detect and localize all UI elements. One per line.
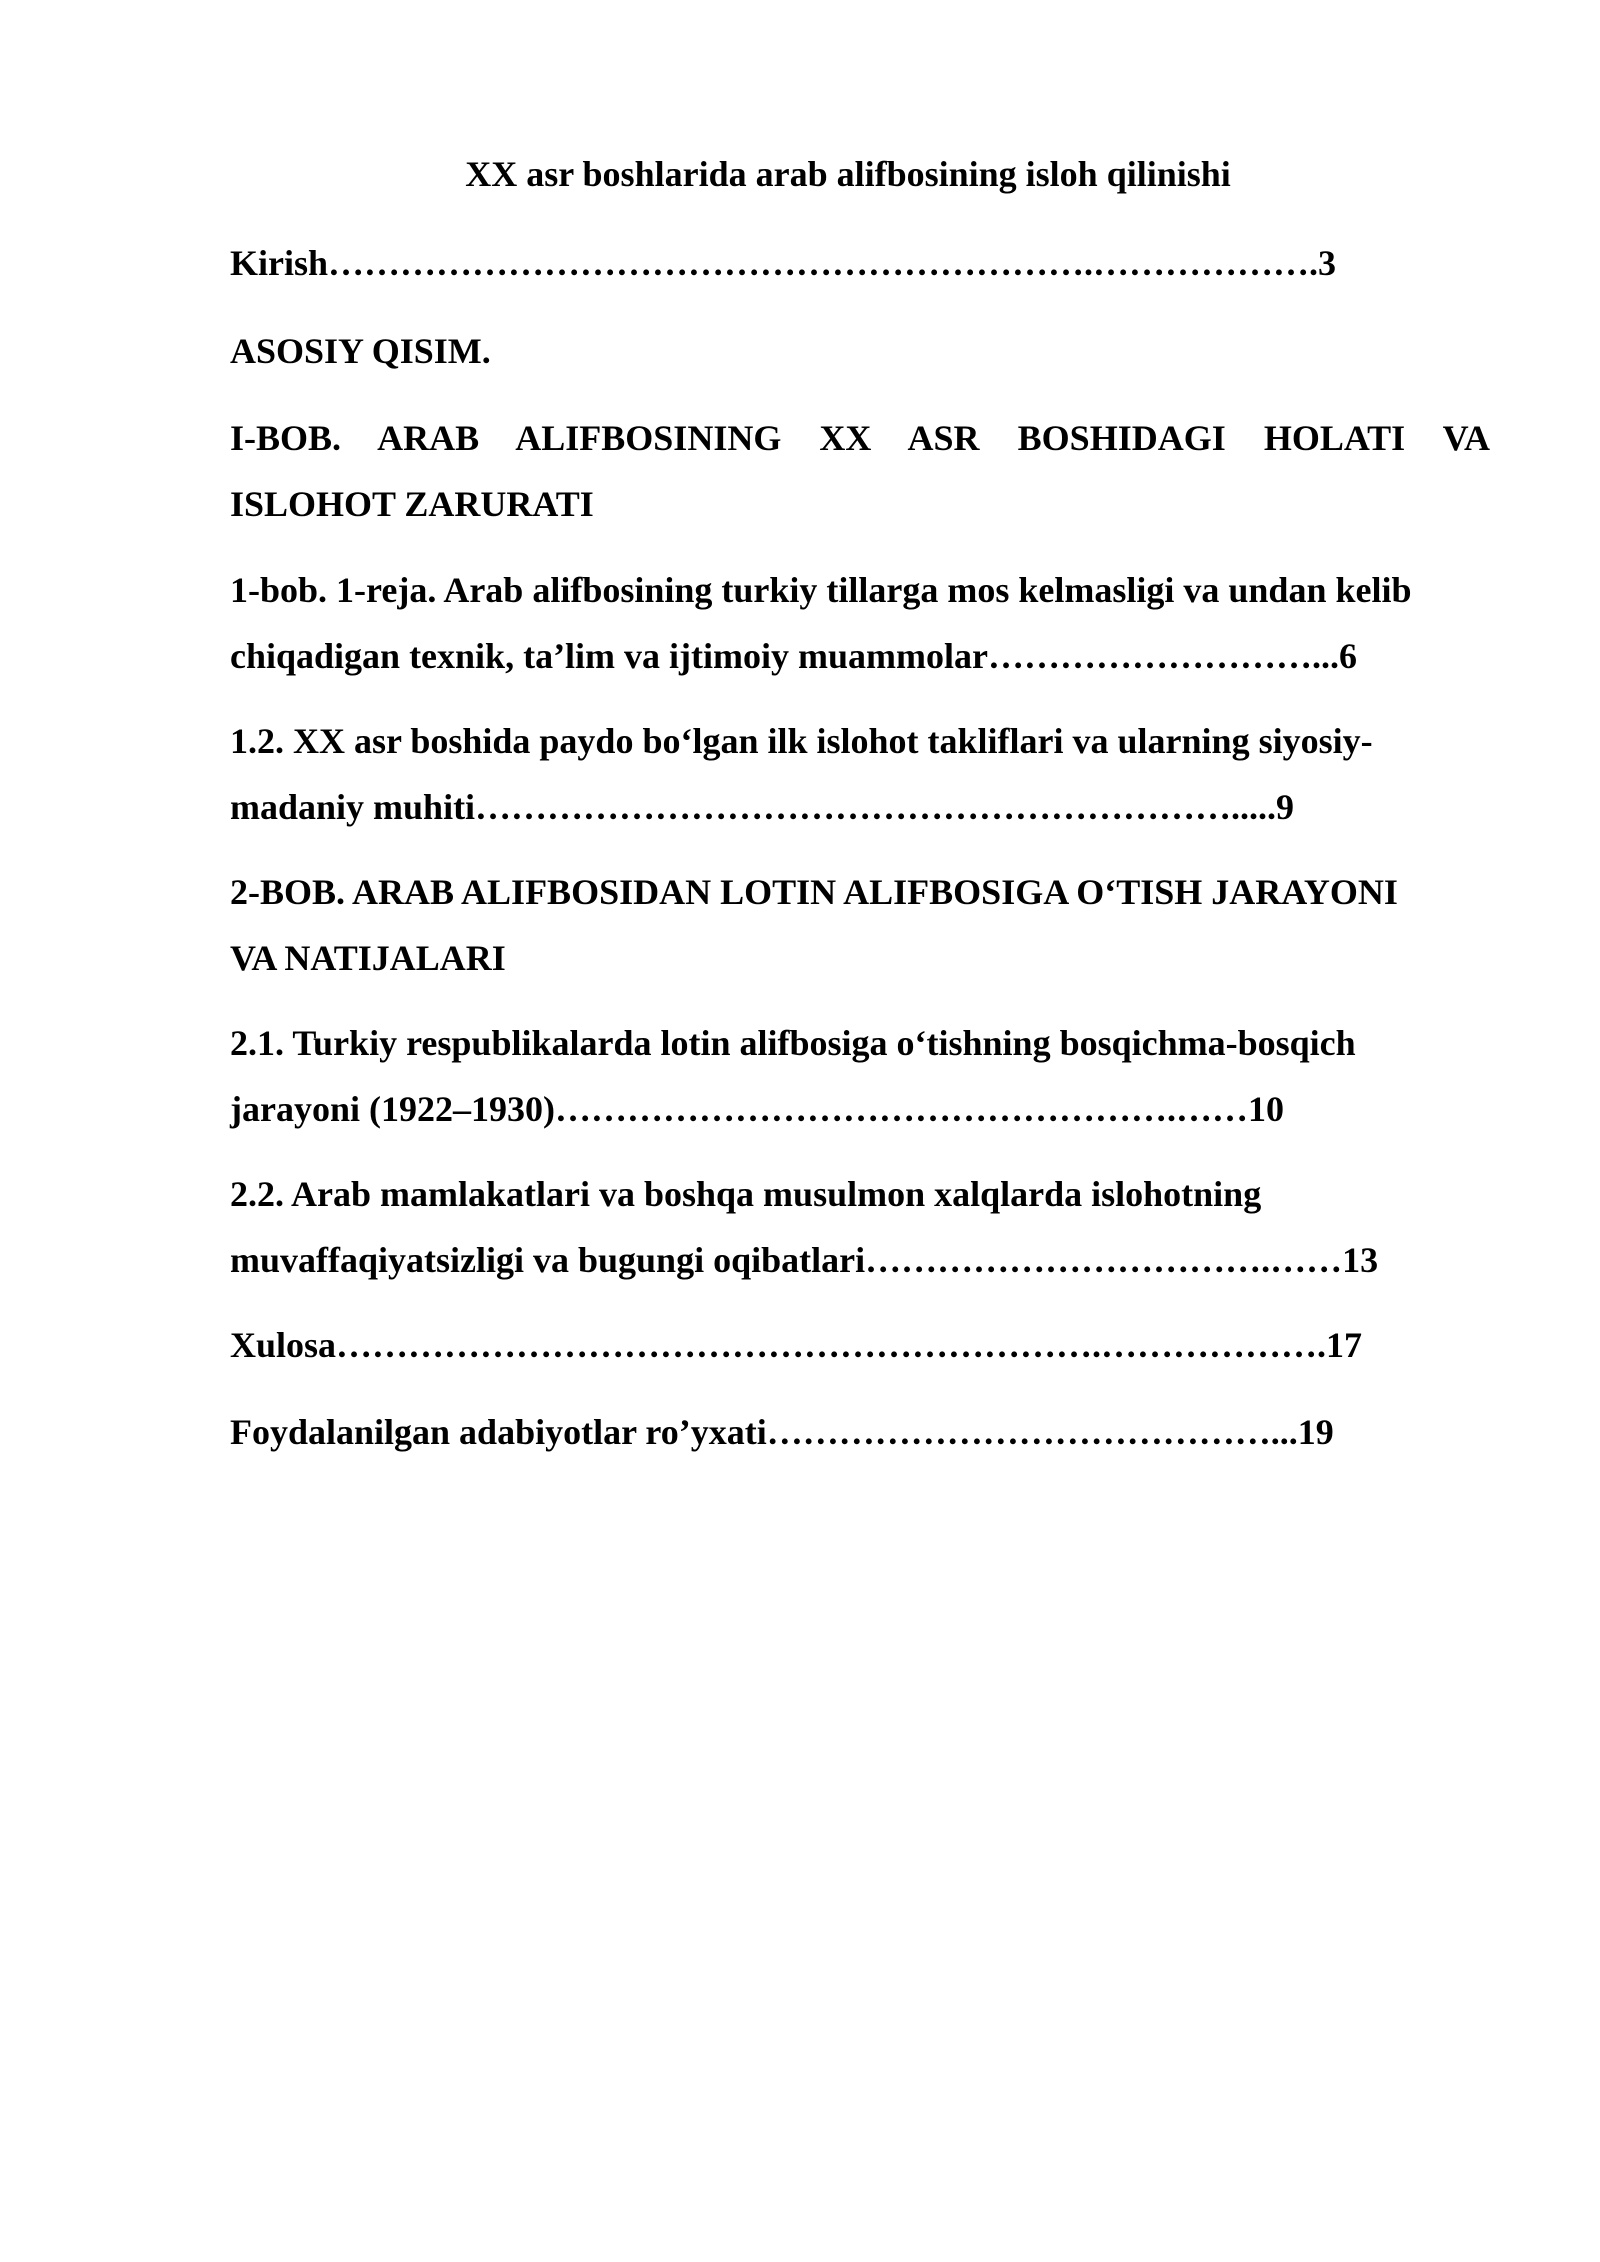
toc-entry-1-1 xyxy=(230,557,1490,689)
toc-entry-text: VA NATIJALARI xyxy=(230,938,506,978)
toc-entry-text: Xulosa……………………………………………………….……………….17 xyxy=(230,1325,1363,1365)
toc-entry-text: 2-BOB. ARAB ALIFBOSIDAN LOTIN ALIFBOSIGA O‘TISH JARAYONI xyxy=(230,872,1398,912)
toc-entry-xulosa xyxy=(230,1312,1490,1378)
toc-entry-text: chiqadigan texnik, ta’lim va ijtimoiy muammolar………………………...6 xyxy=(230,636,1357,676)
toc-entry-kirish xyxy=(230,230,1490,296)
toc-entry-text: Kirish……………………………………………………….……………….3 xyxy=(230,243,1337,283)
toc-entry-text: 2.2. Arab mamlakatlari va boshqa musulmon xalqlarda islohotning xyxy=(230,1174,1262,1214)
toc-entry-text: muvaffaqiyatsizligi va bugungi oqibatlari…………………………….……13 xyxy=(230,1240,1379,1280)
toc-entry-text: 1-bob. 1-reja. Arab alifbosining turkiy tillarga mos kelmasligi va undan kelib xyxy=(230,570,1412,610)
document-title: XX asr boshlarida arab alifbosining isloh qilinishi xyxy=(465,154,1231,194)
toc-entry-asosiy-qisim xyxy=(230,318,1490,384)
toc-entry-text: 1.2. XX asr boshida paydo bo‘lgan ilk islohot takliflari va ularning siyosiy- xyxy=(230,721,1373,761)
toc-entry-text: ISLOHOT ZARURATI xyxy=(230,484,594,524)
toc-entry-text: I-BOB. ARAB ALIFBOSINING XX ASR BOSHIDAGI HOLATI VA xyxy=(230,418,1490,458)
toc-entry-2-2 xyxy=(230,1161,1490,1293)
toc-chapter-2-heading xyxy=(230,859,1490,991)
toc-entry-2-1 xyxy=(230,1010,1490,1142)
toc-entry-adabiyotlar xyxy=(230,1399,1490,1465)
toc-chapter-1-heading xyxy=(230,405,1490,537)
toc-entry-text: madaniy muhiti……………………………………………………….....9 xyxy=(230,787,1295,827)
toc-entry-1-2 xyxy=(230,708,1490,840)
toc-entry-text: Foydalanilgan adabiyotlar ro’yxati……………………………………...19 xyxy=(230,1412,1334,1452)
toc-entry-text: ASOSIY QISIM. xyxy=(230,331,491,371)
toc-entry-text: jarayoni (1922–1930)…………………………………………….……10 xyxy=(230,1089,1284,1129)
toc-entry-text: 2.1. Turkiy respublikalarda lotin alifbosiga o‘tishning bosqichma-bosqich xyxy=(230,1023,1356,1063)
